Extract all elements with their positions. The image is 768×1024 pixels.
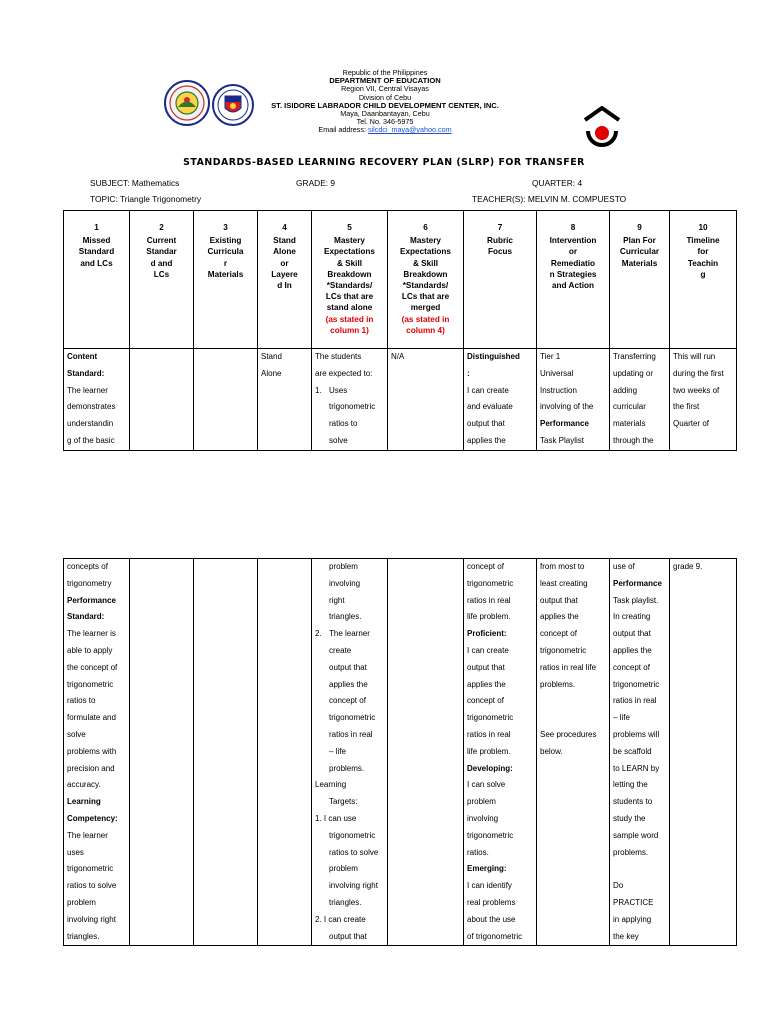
cell-line: formulate and [67,713,116,723]
cell-line [540,693,606,710]
cell-line: the first [673,402,700,412]
cell-line: are expected to: [315,368,373,378]
cell-line: the key [613,931,639,941]
cell-line: output that [467,662,505,672]
column-number: 5 [347,223,352,232]
column-header-7 [464,211,537,349]
cell-line: Alone [261,368,282,378]
cell-line: Learning [67,797,101,807]
cell-line: Universal [540,368,574,378]
cell-line: create [329,645,352,655]
cell-line: The learner [67,830,108,840]
department-line: DEPARTMENT OF EDUCATION [329,76,441,86]
timeline-cell [670,349,737,451]
address-line: Maya, Daanbantayan, Cebu [340,109,430,119]
column-title-line: Focus [487,247,513,257]
column-number: 10 [698,223,708,232]
column-title-line: d and [150,258,173,268]
telephone-line: Tel. No. 346-5975 [356,117,414,127]
column-note-line: (as stated in [401,314,450,324]
intervention-cell [537,559,610,946]
cell-line: 2. I can create [315,914,366,924]
cell-line: 1. I can use [315,813,357,823]
column-title-line: Teachin [687,258,719,268]
cell-line: involving right [67,914,116,924]
cell-line: Stand [261,352,282,361]
cell-line: output that [329,662,367,672]
column-title-line: *Standards/ [402,281,449,291]
column-number: 6 [423,223,428,232]
cell-line: life problem. [467,612,511,622]
missed-standard-cell [64,559,130,946]
cell-line: and evaluate [467,402,513,412]
cell-line: Quarter of [673,419,710,429]
cell-line: involving [329,578,361,588]
cell-line: solve [329,435,348,445]
intervention-cell [537,349,610,451]
cell-line: Standard: [67,612,105,622]
cell-line: trigonometric [329,713,376,723]
column-title-line: *Standards/ [326,281,373,291]
cell-line: This will run [673,352,716,361]
cell-line: about the use [467,914,516,924]
column-header-8 [537,211,610,349]
column-header-9 [610,211,670,349]
cell-line: concepts of [67,562,108,571]
division-line: Division of Cebu [358,92,412,102]
cell-line: : [467,368,470,378]
cell-line: letting the [613,780,648,790]
column-title-line: n Strategies [549,269,597,279]
table-row [64,559,737,946]
cell-line: See procedures [540,729,597,739]
cell-line: trigonometric [329,402,376,412]
cell-line: to LEARN by [613,763,660,773]
current-standard-cell [130,349,194,451]
cell-line: be scaffold [613,746,652,756]
cell-line: adding [613,385,638,395]
column-title-line: Existing [209,236,242,246]
mastery-standalone-cell [312,349,388,451]
column-title-line: Missed [82,236,111,246]
cell-line: ratios to solve [67,881,117,891]
cell-line: students to [613,797,653,807]
item-text: The learner [329,629,370,639]
cell-line: in applying [613,914,652,924]
existing-materials-cell [194,349,258,451]
column-title-line: or [280,258,289,268]
column-title-line: Expectations [324,247,375,257]
cell-line: materials [613,419,646,429]
column-title-line: and LCs [80,258,113,268]
cell-line: I can identify [467,881,512,891]
cell-line: output that [613,629,651,639]
column-title-line: stand alone [326,303,373,313]
column-title-line: and Action [552,281,594,291]
column-title-line: Standar [146,247,177,257]
column-title-line: Alone [273,247,296,257]
cell-line: life problem. [467,746,511,756]
letterhead [0,66,768,146]
column-title-line: LCs that are [325,292,374,302]
email-link[interactable]: silcdci_maya@yahoo.com [367,125,452,135]
cell-line: the concept of [67,662,118,672]
cell-line: triangles. [67,931,100,941]
cell-line: ratios to [67,696,96,706]
column-number: 2 [159,223,164,232]
cell-line: In creating [613,612,651,622]
cell-line: updating or [613,368,654,378]
stand-alone-cell [258,559,312,946]
column-header-5 [312,211,388,349]
column-title-line: Curricula [207,247,244,257]
cell-line: Developing: [467,763,513,773]
school-name: ST. ISIDORE LABRADOR CHILD DEVELOPMENT CENTER, INC. [271,100,499,110]
cell-line: trigonometric [613,679,660,689]
cell-line: able to apply [67,645,113,655]
item-text: Uses [329,385,348,395]
item-number: 1. [315,385,322,395]
cell-line: problems with [67,746,117,756]
column-header-2 [130,211,194,349]
cell-line: accuracy. [67,780,101,790]
cell-line [613,861,666,878]
curricular-plan-cell [610,559,670,946]
stand-alone-cell [258,349,312,451]
mastery-merged-cell [388,559,464,946]
column-title-line: d In [277,281,292,291]
cell-line: Task playlist. [613,595,659,605]
topic-label: TOPIC: Triangle Trigonometry [90,194,202,204]
cell-line: trigonometric [467,713,514,723]
cell-line: Proficient: [467,629,507,639]
cell-line: concept of [467,696,504,706]
column-title-line: & Skill [336,258,363,268]
cell-line: study the [613,813,646,823]
column-title-line: for [697,247,709,257]
cell-line: output that [467,419,505,429]
column-title-line: Plan For [623,236,656,246]
cell-line: Transferring [613,352,656,361]
column-title-line: Breakdown [327,269,372,279]
cell-line: triangles. [329,612,362,622]
cell-line: understandin [67,419,114,429]
cell-line: The learner is [67,629,116,639]
cell-line: applies the [540,612,579,622]
cell-line: I can create [467,385,509,395]
cell-line: below. [540,746,563,756]
cell-line: triangles. [329,897,362,907]
column-title-line: merged [410,303,441,313]
cell-line: real problems [467,897,516,907]
numbered-item [315,383,384,400]
cell-line: applies the [467,679,506,689]
cell-line: sample word [613,830,659,840]
column-title-line: Standard [78,247,115,257]
column-number: 8 [570,223,576,232]
page-title: STANDARDS-BASED LEARNING RECOVERY PLAN (SLRP) FOR TRANSFER [183,157,585,168]
cell-line: I can solve [467,780,506,790]
cell-line: use of [613,562,635,571]
cell-line: Performance [613,578,662,588]
school-logo-icon [583,106,621,148]
item-number: 2. [315,629,322,639]
column-title-line: Current [146,236,177,246]
column-number: 7 [497,223,503,232]
current-standard-cell [130,559,194,946]
cell-line: concept of [613,662,650,672]
cell-line: Targets: [329,797,358,807]
cell-line: Instruction [540,385,577,395]
column-title-line: Stand [273,236,296,246]
cell-line: ratios in real [467,595,511,605]
cell-line: ratios in real [613,696,657,706]
cell-line: trigonometric [329,830,376,840]
cell-line: Distinguished [467,352,520,361]
republic-line: Republic of the Philippines [342,68,428,77]
cell-line: least creating [540,578,588,588]
cell-line: ratios in real [467,729,511,739]
cell-line: trigonometry [67,578,112,588]
slrp-table-part-1 [63,210,737,451]
cell-line: trigonometric [467,578,514,588]
column-title-line: Materials [621,258,658,268]
email-line [240,126,530,134]
column-title-line: Mastery [410,236,441,246]
existing-materials-cell [194,559,258,946]
cell-line: output that [540,595,578,605]
cell-line: from most to [540,562,585,571]
cell-line: problem [467,797,496,807]
cell-line: concept of [540,629,577,639]
numbered-item [315,626,384,643]
column-title-line: Materials [207,269,244,279]
cell-line: concept of [467,562,504,571]
cell-line: involving right [329,881,378,891]
cell-line: trigonometric [67,679,114,689]
column-title-line: Timeline [686,236,720,246]
column-number: 4 [282,223,287,232]
cell-line: The learner [67,385,108,395]
cell-line: two weeks of [673,385,720,395]
cell-line: g of the basic [67,435,115,445]
cell-line: problem [329,864,358,874]
cell-line: trigonometric [67,864,114,874]
table-row [64,349,737,451]
cell-line: precision and [67,763,115,773]
column-title-line: LCs that are [401,292,450,302]
cell-line: Performance [540,419,589,429]
cell-line: – life [613,713,630,723]
missed-standard-cell [64,349,130,451]
cell-line: of trigonometric [467,931,523,941]
column-title-line: Curricular [619,247,660,257]
column-title-line: Intervention [549,236,597,246]
column-title-line: Rubric [487,236,513,246]
cell-line: concept of [329,696,366,706]
column-title-line: Mastery [334,236,365,246]
cell-line: problem [67,897,96,907]
cell-line: problems. [329,763,365,773]
cell-line: through the [613,435,654,445]
cell-line: trigonometric [467,830,514,840]
cell-line: ratios in real [329,729,373,739]
column-header-10 [670,211,737,349]
column-header-1 [64,211,130,349]
column-note-line: (as stated in [325,314,374,324]
cell-line: uses [67,847,84,857]
cell-line: The students [315,352,362,361]
slrp-table-part-2 [63,558,737,946]
curricular-plan-cell [610,349,670,451]
mastery-merged-cell [388,349,464,451]
cell-line: problems. [540,679,576,689]
mastery-standalone-cell [312,559,388,946]
cell-line: right [329,595,345,605]
column-title-line: Layere [271,269,298,279]
cell-line: applies the [613,645,652,655]
column-header-6 [388,211,464,349]
column-header-row [64,211,737,349]
cell-line: demonstrates [67,402,116,412]
column-header-4 [258,211,312,349]
rubric-focus-cell [464,349,537,451]
column-title-line: LCs [153,269,170,279]
cell-line: applies the [329,679,368,689]
cell-line: ratios in real life [540,662,597,672]
teacher-label: TEACHER(S): MELVIN M. COMPUESTO [472,194,627,204]
cell-line: Learning [315,780,347,790]
cell-line: ratios. [467,847,489,857]
cell-line: ratios to [329,419,358,429]
cell-line: Content [67,352,98,361]
column-title-line: Breakdown [403,269,448,279]
cell-line [540,710,606,727]
cell-line: during the first [673,368,724,378]
rubric-focus-cell [464,559,537,946]
cell-line: curricular [613,402,646,412]
cell-line: problems will [613,729,660,739]
cell-line: Standard: [67,368,105,378]
deped-region-seal-icon [164,80,210,126]
column-title-line: Remediatio [550,258,596,268]
cell-line: Do [613,881,624,891]
column-title-line: or [568,247,578,257]
cell-line: applies the [467,435,506,445]
column-title-line: & Skill [412,258,439,268]
column-note-line: column 4) [406,325,445,335]
column-number: 9 [637,223,642,232]
cell-line: ratios to solve [329,847,379,857]
subject-label: SUBJECT: Mathematics [90,178,180,188]
cell-line: PRACTICE [613,897,654,907]
cell-line: Performance [67,595,116,605]
cell-line: I can create [467,645,509,655]
column-title-line: r [223,258,228,268]
column-title-line: g [700,269,706,279]
column-number: 1 [94,223,99,232]
column-title-line: Expectations [400,247,451,257]
cell-line: Tier 1 [540,352,561,361]
column-note-line: column 1) [330,325,369,335]
cell-line: Task Playlist [540,435,585,445]
column-number: 3 [223,223,228,232]
timeline-cell [670,559,737,946]
cell-line: – life [329,746,346,756]
quarter-label: QUARTER: 4 [532,178,583,188]
na-text: N/A [391,352,405,361]
cell-line: solve [67,729,86,739]
cell-line: problem [329,562,358,571]
cell-line: Competency: [67,813,118,823]
grade-label: GRADE: 9 [296,178,336,188]
letterhead-text [240,69,530,135]
column-header-3 [194,211,258,349]
cell-line: involving [467,813,499,823]
cell-line: grade 9. [673,562,703,571]
cell-line: Emerging: [467,864,507,874]
cell-line: involving of the [540,402,594,412]
region-line: Region VII, Central Visayas [341,84,429,94]
email-label: Email address: [318,125,368,135]
cell-line: output that [329,931,367,941]
cell-line: trigonometric [540,645,587,655]
cell-line: problems. [613,847,649,857]
